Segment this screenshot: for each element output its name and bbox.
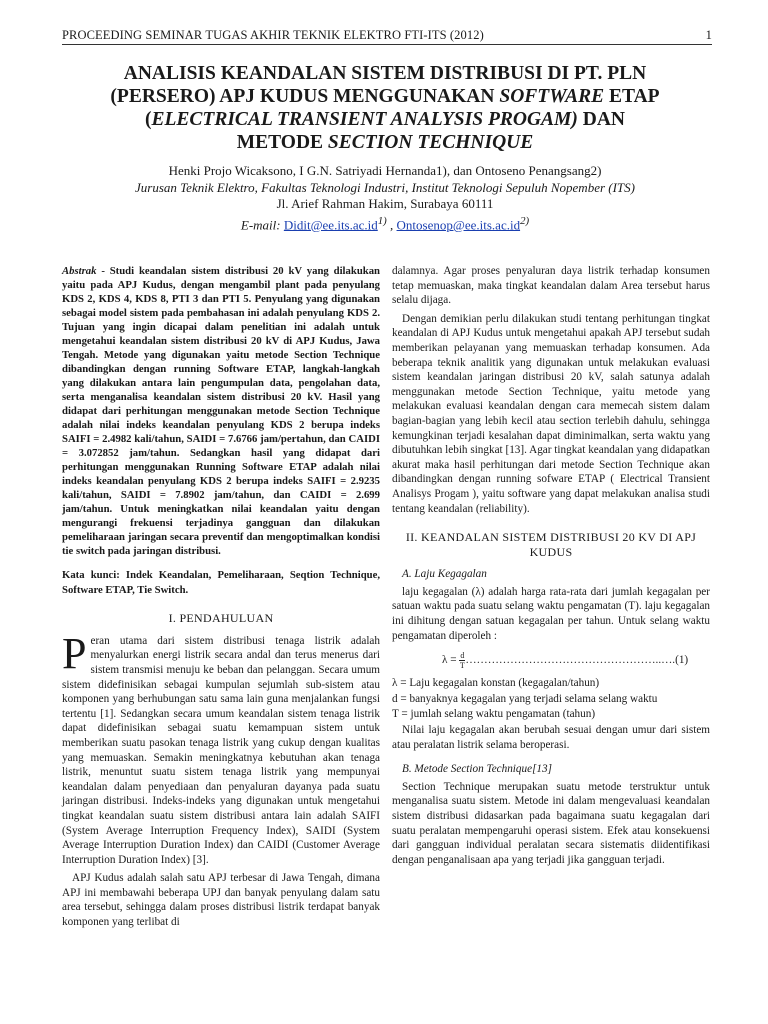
- subheading-laju-kegagalan: A. Laju Kegagalan: [402, 568, 487, 581]
- running-header: [62, 28, 712, 45]
- email-link-1[interactable]: Didit@ee.its.ac.id: [283, 216, 378, 232]
- abstract: Abstrak - Studi keandalan sistem distribusi 20 kV yang dilakukan yaitu pada APJ Kudus, dengan mengambil plant pada penyulang KDS 2, KDS 4, KDS 8, PTI 3 dan PTI 5. Penyulang yang digunakan sebagai model sistem pada pembahasan ini adalah penyulang KDS 2. Tujuan yang ingin dicapai dalam penelitian ini adalah untuk mengetahui keandalan sistem distribusi 20 kV di APJ Kudus, Jawa Tengah. Metode yang digunakan yaitu metode Section Technique dibandingkan dengan running Software ETAP, langkah-langkah yang dilakukan antara lain pengumpulan data, pengolahan data, serta menganalisa keandalan sistem distribusi 20 kV. Hasil yang didapat dari perhitungan menggunakan metode Section Technique adalah nilai indeks keandalan penyulang KDS 2 berupa indeks SAIFI = 2.4982 kali/tahun, SAIDI = 7.6766 jam/pertahun, dan CAIDI = 3.072852 jam/tahun. Sedangkan hasil yang didapat dari perhitungan menggunakan Running Software ETAP adalah nilai indeks keandalan penyulang KDS 2 berupa indeks SAIFI = 2.9235 kali/tahun, SAIDI = 7.8902 jam/tahun, dan CAIDI = 2.699 jam/tahun. Untuk meningkatkan nilai keandalan yaitu dengan mengurangi frekuensi terjadinya gangguan dan dilakukan pemeliharaan jaringan secara preventif dan mengoptimalkan kondisi tie switch pada jaringan distribusi.: [62, 265, 380, 557]
- laju-kegagalan-note: Nilai laju kegagalan akan berubah sesuai dengan umur dari sistem atau peralatan listrik selama beroperasi.: [392, 724, 710, 751]
- subheading-section-technique: B. Metode Section Technique[13]: [402, 763, 552, 776]
- right-column: [392, 264, 710, 871]
- keywords: Kata kunci: Indek Keandalan, Pemeliharaan, Seqtion Technique, Software ETAP, Tie Switch.: [62, 569, 380, 596]
- equation-1: λ = $\frac{d}{T}$ ……………………………………………..….(1): [442, 651, 689, 671]
- title-line-4: METODE SECTION TECHNIQUE: [236, 132, 534, 153]
- affiliation: Jurusan Teknik Elektro, Fakultas Teknologi Industri, Institut Teknologi Sepuluh Nopember (ITS): [135, 179, 635, 195]
- page-number: 1: [705, 28, 712, 42]
- address: Jl. Arief Rahman Hakim, Surabaya 60111: [276, 196, 494, 211]
- intro-paragraph-2: APJ Kudus adalah salah satu APJ terbesar di Jawa Tengah, dimana APJ ini membawahi beberapa UPJ dan banyak penyulang dalam satu area tersebut, sehingga dalam proses distribusi listrik terdapat banyak komponen yang terlibat di: [62, 872, 380, 929]
- title-line-3: (ELECTRICAL TRANSIENT ANALYSIS PROGAM) DAN: [145, 109, 625, 130]
- section-heading-keandalan: II. KEANDALAN SISTEM DISTRIBUSI 20 KV DI APJ KUDUS: [405, 530, 697, 559]
- drop-cap: P: [62, 628, 87, 678]
- right-paragraph-1: dalamnya. Agar proses penyaluran daya listrik terhadap konsumen tetap memuaskan, maka tingkat keandalan dalam Area tersebut harus selalu dijaga.: [392, 265, 710, 307]
- paper-title: [80, 62, 690, 154]
- author-names: Henki Projo Wicaksono, I G.N. Satriyadi Hernanda1), dan Ontoseno Penangsang2): [168, 163, 602, 178]
- email-link-2[interactable]: Ontosenop@ee.its.ac.id: [396, 216, 521, 232]
- right-paragraph-2: Dengan demikian perlu dilakukan studi tentang perhitungan tingkat keandalan di APJ Kudus untuk mengetahui apakah APJ tersebut sudah memberikan pelayanan yang memuaskan terhadap konsumen. Ada beberapa teknik analitik yang digunakan untuk melakukan evaluasi sistem keandalan jaringan distribusi 20 kV, salah satunya adalah menggunakan metode Section Technique, yaitu metode yang melakukan evaluasi keandalan dengan cara memecah sistem dalam bagian-bagian yang lebih kecil atau section terlebih dahulu, sehingga kemungkinan terjadi kesalahan dapat diminimalkan, serta waktu yang dibutuhkan lebih singkat [13]. Agar tingkat keandalan yang didapatkan akurat maka hasil perhitungan dari metode Section Technique akan dibandingkan dengan running sofware ETAP ( Electrical Transient Analisys Progam ), yaitu software yang dapat melakukan analisa studi tentang keandalan (reliability).: [392, 312, 710, 515]
- left-column: [62, 264, 380, 934]
- title-line-2: (PERSERO) APJ KUDUS MENGGUNAKAN SOFTWARE ETAP: [110, 86, 660, 107]
- section-heading-pendahuluan: I. PENDAHULUAN: [168, 611, 274, 626]
- equation-definitions: λ = Laju kegagalan konstan (kegagalan/tahun) d = banyaknya kegagalan yang terjadi selama selang waktu T = jumlah selang waktu pengamatan (tahun): [392, 677, 658, 721]
- author-block: [70, 163, 700, 233]
- section-technique-text: Section Technique merupakan suatu metode terstruktur untuk menganalisa suatu sistem. Metode ini dalam mengevaluasi keandalan sistem distribusi didasarkan pada bagaimana suatu kegagalan dari suatu peralatan mempengaruhi operasi sistem. Efek atau konsekuensi dari gangguan individual peralatan secara sistematis diidentifikasi dengan penganalisaan apa yang terjadi jika gangguan terjadi.: [392, 780, 710, 866]
- email-line: E-mail: $Didit@ee.its.ac.id^{1)}$ , $Ontosenop@ee.its.ac.id^{2)}$: [240, 214, 530, 232]
- running-title: PROCEEDING SEMINAR TUGAS AKHIR TEKNIK ELEKTRO FTI-ITS (2012): [62, 28, 484, 42]
- laju-kegagalan-text: laju kegagalan (λ) adalah harga rata-rata dari jumlah kegagalan per satuan waktu pada suatu selang waktu pengamatan (T). laju kegagalan ini dihitung dengan satuan kegagalan per tahun. Untuk selang waktu pengamatan diperoleh :: [392, 585, 710, 642]
- intro-text: Peran utama dari sistem distribusi tenaga listrik adalah menyalurkan energi listrik secara andal dan terus menerus dari sistem transmisi menuju ke beban dan pelanggan. Secara umum sistem didefinisikan sebagai kumpulan sejumlah sub-sistem atau komponen yang berhubungan satu sama lain guna menjalankan fungsi tertentu [1]. Sedangkan secara umum keandalan sistem tenaga listrik dapat didefinisikan sebagai suatu kemampuan sistem untuk memberikan suatu pasokan tenaga listrik yang cukup dengan kualitas yang memuaskan. Semakin meningkatnya kebutuhan akan tenaga listrik, menuntut suatu sistem tenaga listrik yang mempunyai keandalan dalam penyediaan dan penyaluran dayanya pada suatu jaringan distribusi. Indeks-indeks yang digunakan untuk mengetahui tingkat keandalan suatu sistem distribusi antara lain adalah SAIFI (System Average Interruption Frequency Index), SAIDI (System Average Interruption Duration Index) dan CAIDI (Customer Average Interruption Duration Index) [3]. APJ Kudus adalah salah satu APJ terbesar di Jawa Tengah, dimana APJ ini membawahi beberapa UPJ dan banyak penyulang dalam satu area tersebut, sehingga dalam proses distribusi listrik terdapat banyak komponen yang terlibat di: [62, 628, 380, 929]
- title-line-1: ANALISIS KEANDALAN SISTEM DISTRIBUSI DI PT. PLN: [123, 63, 647, 84]
